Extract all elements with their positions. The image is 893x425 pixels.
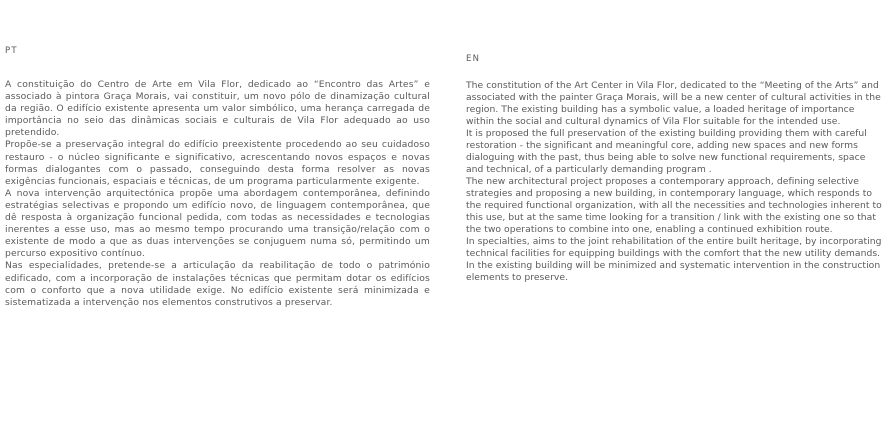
en-paragraph-1: The constitution of the Art Center in Vila Flor, dedicated to the “Meeting of the Arts” and associated with the painter Graça Morais, will be a new center of cultural activities in the region. The existing building has a symbolic value, a loaded heritage of importance within the social and cultural dynamics of Vila Flor suitable for the intended use.	[466, 80, 881, 127]
pt-paragraph-2: Propõe-se a preservação integral do edifício preexistente procedendo ao seu cuidadoso restauro - o núcleo significante e significativo, acrescentando novos espaços e novas formas dialogantes com o passado, conseguindo desta forma resolver as novas exigências funcionais, espaciais e técnicas, de um programa particularmente exigente.	[5, 139, 430, 187]
english-column	[466, 46, 884, 284]
pt-paragraph-4: Nas especialidades, pretende-se a articulação da reabilitação de todo o património edificado, com a incorporação de instalações técnicas que permitam dotar os edifícios com o conforto que a nova utilidade exige. No edifício existente será minimizada e sistematizada a intervenção nos elementos construtivos a preservar.	[5, 260, 430, 308]
language-label-pt: PT	[5, 46, 18, 56]
portuguese-column	[5, 46, 430, 309]
en-paragraph-2: It is proposed the full preservation of the existing building providing them with careful restoration - the significant and meaningful core, adding new spaces and new forms dialoguing with the past, thus being able to solve new functional requirements, space and technical, of a particularly demanding program .	[466, 128, 867, 175]
pt-paragraph-3: A nova intervenção arquitectónica propõe uma abordagem contemporânea, definindo estratégias selectivas e propondo um edifício novo, de linguagem contemporânea, que dê resposta à organização funcional pedida, com todas as necessidades e tecnologias inerentes a esse uso, mas ao mesmo tempo procurando uma transição/relação com o existente de modo a que as duas intervenções se conjuguem numa só, permitindo um percurso expositivo contínuo.	[5, 187, 430, 260]
language-label-en: EN	[466, 54, 481, 64]
pt-paragraph-1: A constituição do Centro de Arte em Vila Flor, dedicado ao “Encontro das Artes” e associado à pintora Graça Morais, vai constituir, um novo pólo de dinamização cultural da região. O edifício existente apresenta um valor simbólico, uma herança carregada de importância no seio das dinâmicas sociais e culturais de Vila Flor adequado ao uso pretendido.	[5, 79, 430, 139]
en-paragraph-4: In specialties, aims to the joint rehabilitation of the entire built heritage, by incorporating technical facilities for equipping buildings with the comfort that the new utility demands. In the existing building will be minimized and systematic intervention in the construction elements to preserve.	[466, 236, 882, 283]
en-paragraph-3: The new architectural project proposes a contemporary approach, defining selective strategies and proposing a new building, in contemporary language, which responds to the required functional organization, with all the necessities and technologies inherent to this use, but at the same time looking for a transition / link with the existing one so that the two operations to combine into one, enabling a continued exhibition route.	[466, 176, 882, 235]
